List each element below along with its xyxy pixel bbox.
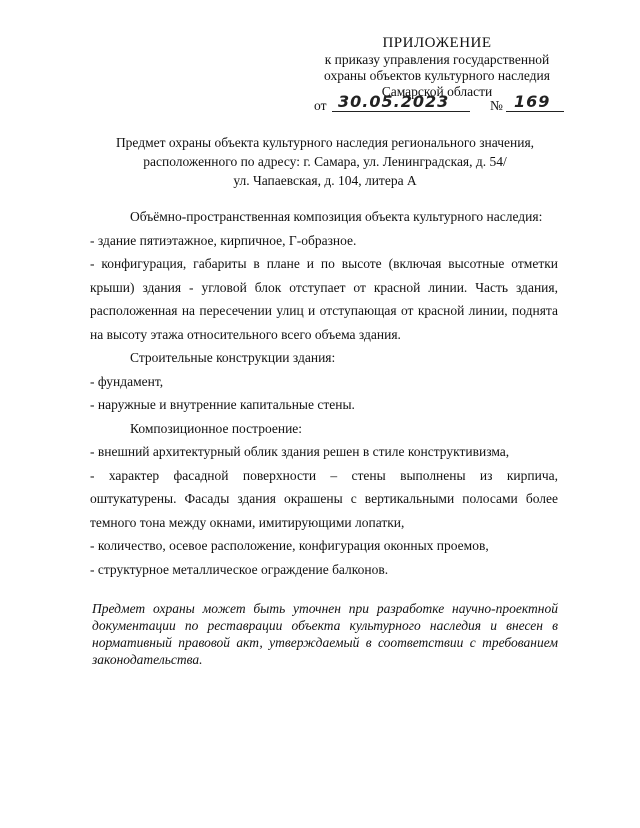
section-heading: Объёмно-пространственная композиция объекта культурного наследия: [130, 209, 543, 224]
document-title [90, 133, 560, 190]
section-heading: Композиционное построение: [130, 420, 303, 436]
list-item: - внешний архитектурный облик здания решен в стиле конструктивизма, [90, 444, 510, 459]
order-number: 169 [514, 92, 551, 111]
list-item: - характер фасадной поверхности – стены выполнены из кирпича, оштукатурены. Фасады здания окрашены с вертикальными полосами более темного тона между окнами, имитирующими лопатки, [90, 467, 558, 530]
list-item: - фундамент, [90, 373, 164, 389]
order-date: 30.05.2023 [338, 92, 450, 111]
appendix-line: к приказу управления государственной [324, 52, 550, 67]
appendix-block [312, 34, 562, 100]
list-item: - количество, осевое расположение, конфигурация оконных проемов, [90, 538, 489, 553]
number-underline [506, 111, 564, 112]
appendix-line: охраны объектов культурного наследия [324, 68, 550, 83]
order-date-prefix: от [314, 98, 327, 113]
appendix-line: Самарской области [381, 84, 493, 99]
list-item: - структурное металлическое ограждение балконов. [90, 561, 389, 577]
appendix-heading: ПРИЛОЖЕНИЕ [382, 35, 492, 51]
list-item: - конфигурация, габариты в плане и по высоте (включая высотные отметки крыши) здания - угловой блок отступает от красной линии. Часть здания, расположенная на пересечении улиц и отступающая от красной линии, поднята на высоту этажа относительного всего объема здания. [90, 256, 558, 342]
order-reference [314, 92, 564, 116]
document-body [90, 205, 558, 581]
title-line: расположенного по адресу: г. Самара, ул. Ленинградская, д. 54/ [143, 154, 507, 169]
date-underline [332, 111, 470, 112]
list-item: - здание пятиэтажное, кирпичное, Г-образное. [90, 232, 357, 248]
order-number-prefix: № [490, 98, 503, 113]
title-line: Предмет охраны объекта культурного наследия регионального значения, [115, 135, 535, 150]
title-line: ул. Чапаевская, д. 104, литера А [233, 173, 417, 188]
section-heading: Строительные конструкции здания: [130, 350, 336, 365]
footnote: Предмет охраны может быть уточнен при разработке научно-проектной документации по реставрации объекта культурного наследия и внесен в нормативный правовой акт, утверждаемый в соответствии с требованием законодательства. [92, 601, 558, 667]
list-item: - наружные и внутренние капитальные стены. [90, 397, 355, 412]
